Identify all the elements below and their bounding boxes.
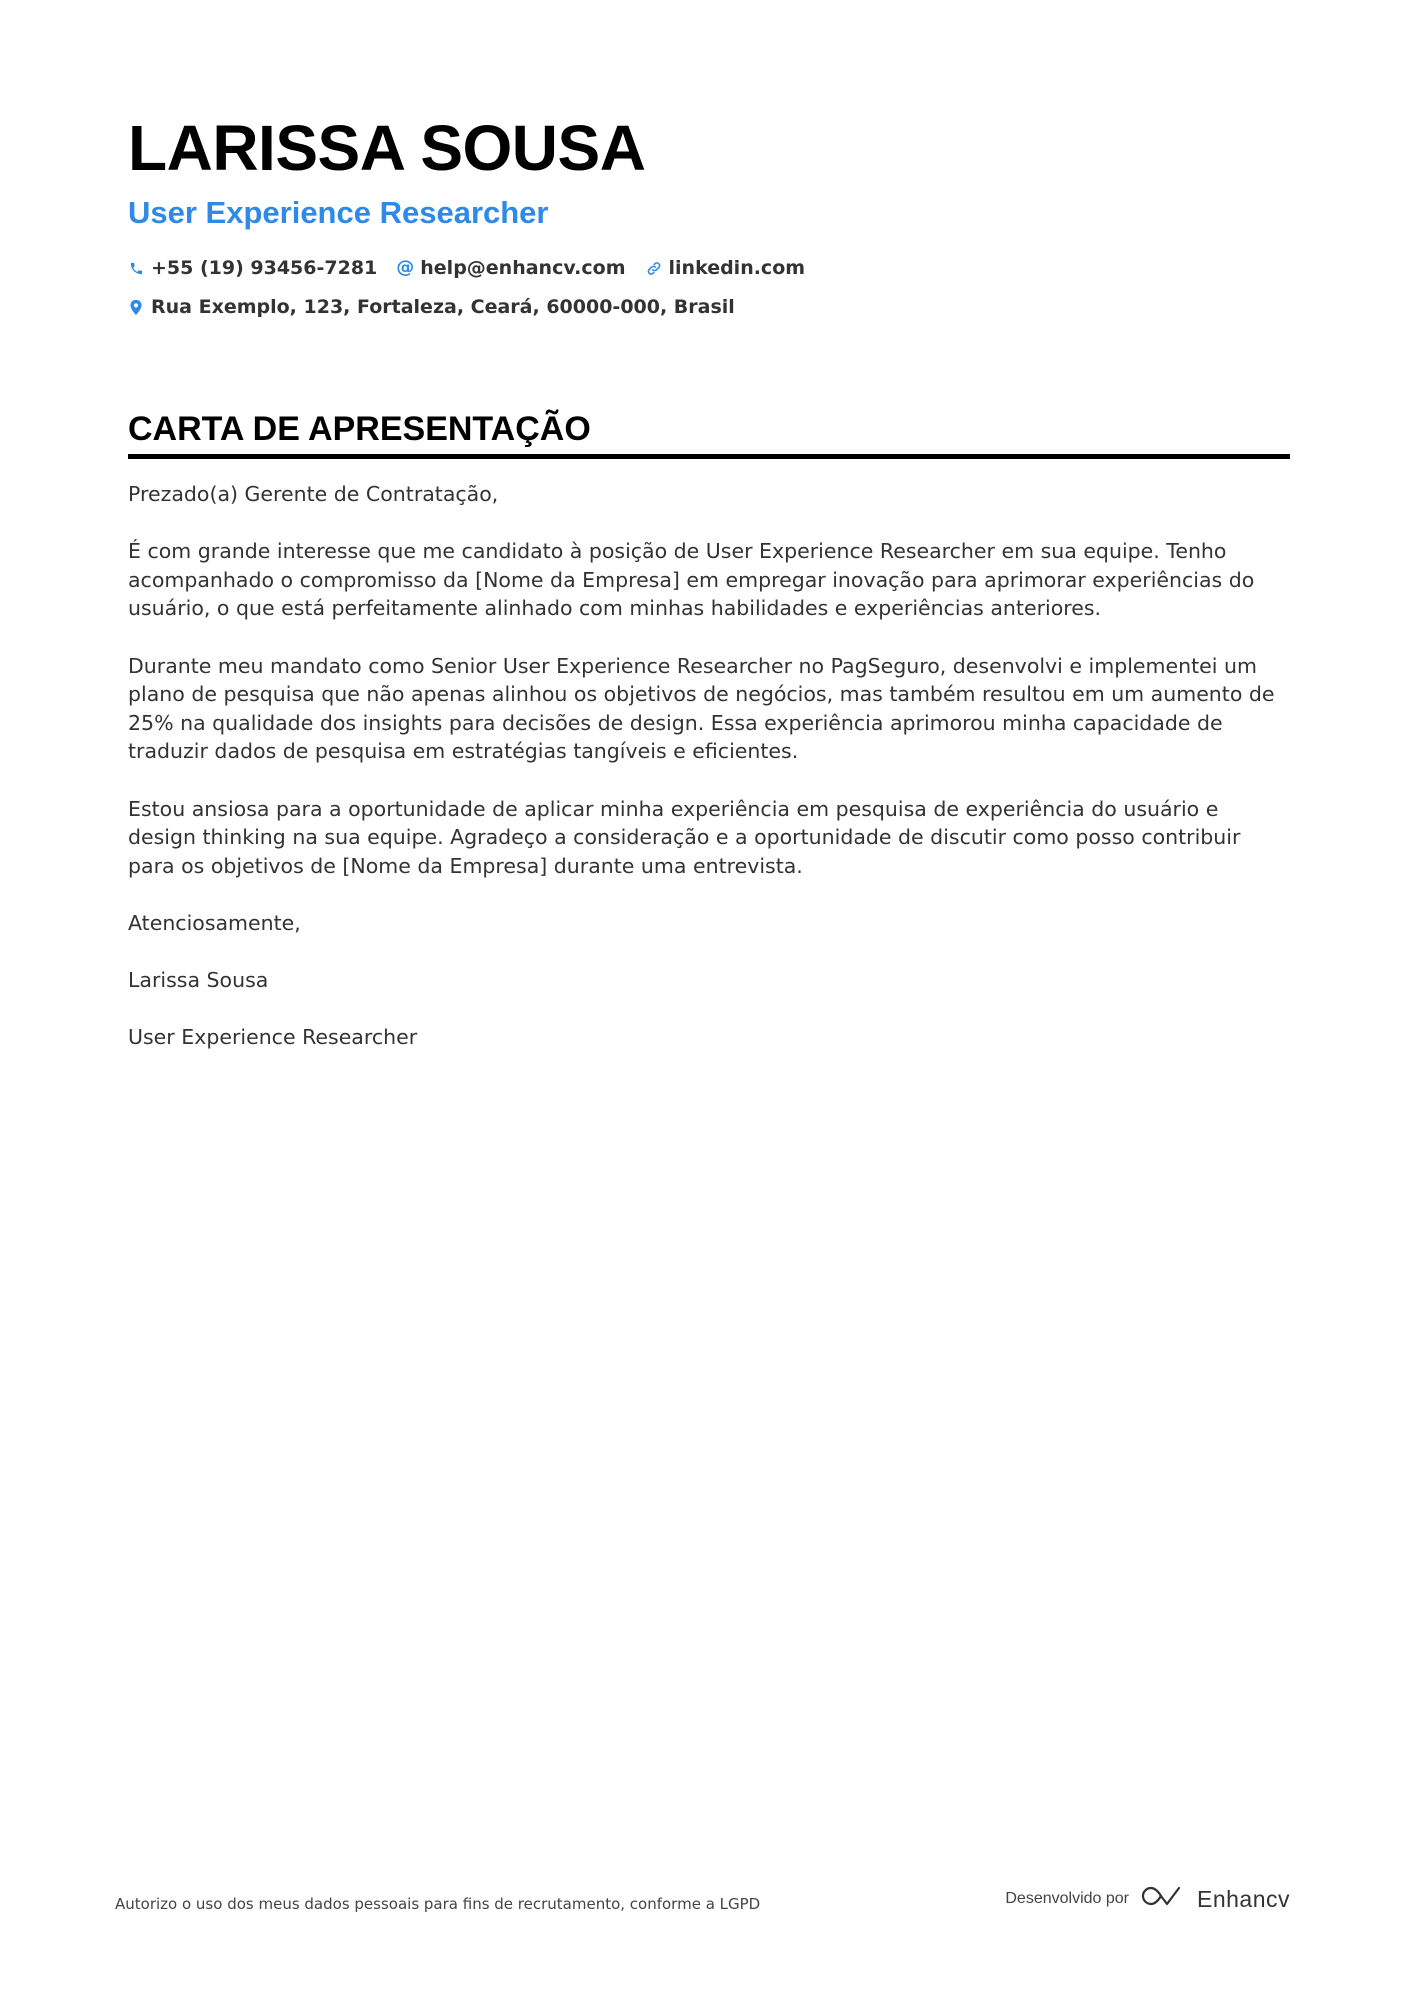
location-pin-icon (128, 298, 144, 316)
contact-link[interactable] (646, 254, 806, 282)
candidate-name: LARISSA SOUSA (128, 112, 646, 184)
letter-paragraph-2: Durante meu mandato como Senior User Experience Researcher no PagSeguro, desenvolvi e implementei um plano de pesquisa que não apenas alinhou os objetivos de negócios, mas também resultou em um aumento de 25% na qualidade dos insights para decisões de design. Essa experiência aprimorou minha capacidade de traduzir dados de pesquisa em estratégias tangíveis e eficientes. (128, 653, 1275, 764)
footer-consent: Autorizo o uso dos meus dados pessoais para fins de recrutamento, conforme a LGPD (115, 1895, 761, 1913)
letter-closing: Atenciosamente, (128, 910, 301, 935)
brand-logo[interactable] (1141, 1884, 1290, 1914)
powered-by-text: Desenvolvido por (1005, 1890, 1129, 1907)
email-text: help@enhancv.com (420, 257, 626, 279)
contact-row (128, 254, 1288, 282)
link-icon (646, 259, 662, 277)
letter-paragraph-1: É com grande interesse que me candidato à posição de User Experience Researcher em sua equipe. Tenho acompanhado o compromisso da [Nome da Empresa] em empregar inovação para aprimorar experiências do usuário, o que está perfeitamente alinhado com minhas habilidades e experiências anteriores. (128, 539, 1255, 621)
letter-paragraph-3: Estou ansiosa para a oportunidade de aplicar minha experiência em pesquisa de experiência do usuário e design thinking na sua equipe. Agradeço a consideração e a oportunidade de discutir como posso contribuir para os objetivos de [Nome da Empresa] durante uma entrevista. (128, 796, 1241, 878)
enhancv-logo-icon (1141, 1884, 1187, 1914)
phone-icon (128, 259, 144, 277)
cover-letter-body (128, 480, 1290, 1080)
phone-text: +55 (19) 93456-7281 (151, 257, 378, 279)
signature-title: User Experience Researcher (128, 1025, 418, 1050)
footer-branding[interactable] (1005, 1884, 1290, 1914)
link-text: linkedin.com (668, 257, 806, 279)
header (128, 108, 1288, 321)
at-icon: @ (396, 257, 415, 278)
address-text: Rua Exemplo, 123, Fortaleza, Ceará, 60000-000, Brasil (151, 296, 735, 318)
contact-email[interactable] (397, 254, 625, 282)
brand-name: Enhancv (1196, 1885, 1290, 1912)
candidate-role: User Experience Researcher (128, 195, 549, 230)
section-title: CARTA DE APRESENTAÇÃO (128, 408, 1290, 459)
contact-address (128, 293, 735, 321)
contact-phone[interactable] (128, 254, 377, 282)
address-row (128, 293, 1288, 321)
letter-greeting: Prezado(a) Gerente de Contratação, (128, 482, 499, 506)
signature-name: Larissa Sousa (128, 968, 269, 993)
